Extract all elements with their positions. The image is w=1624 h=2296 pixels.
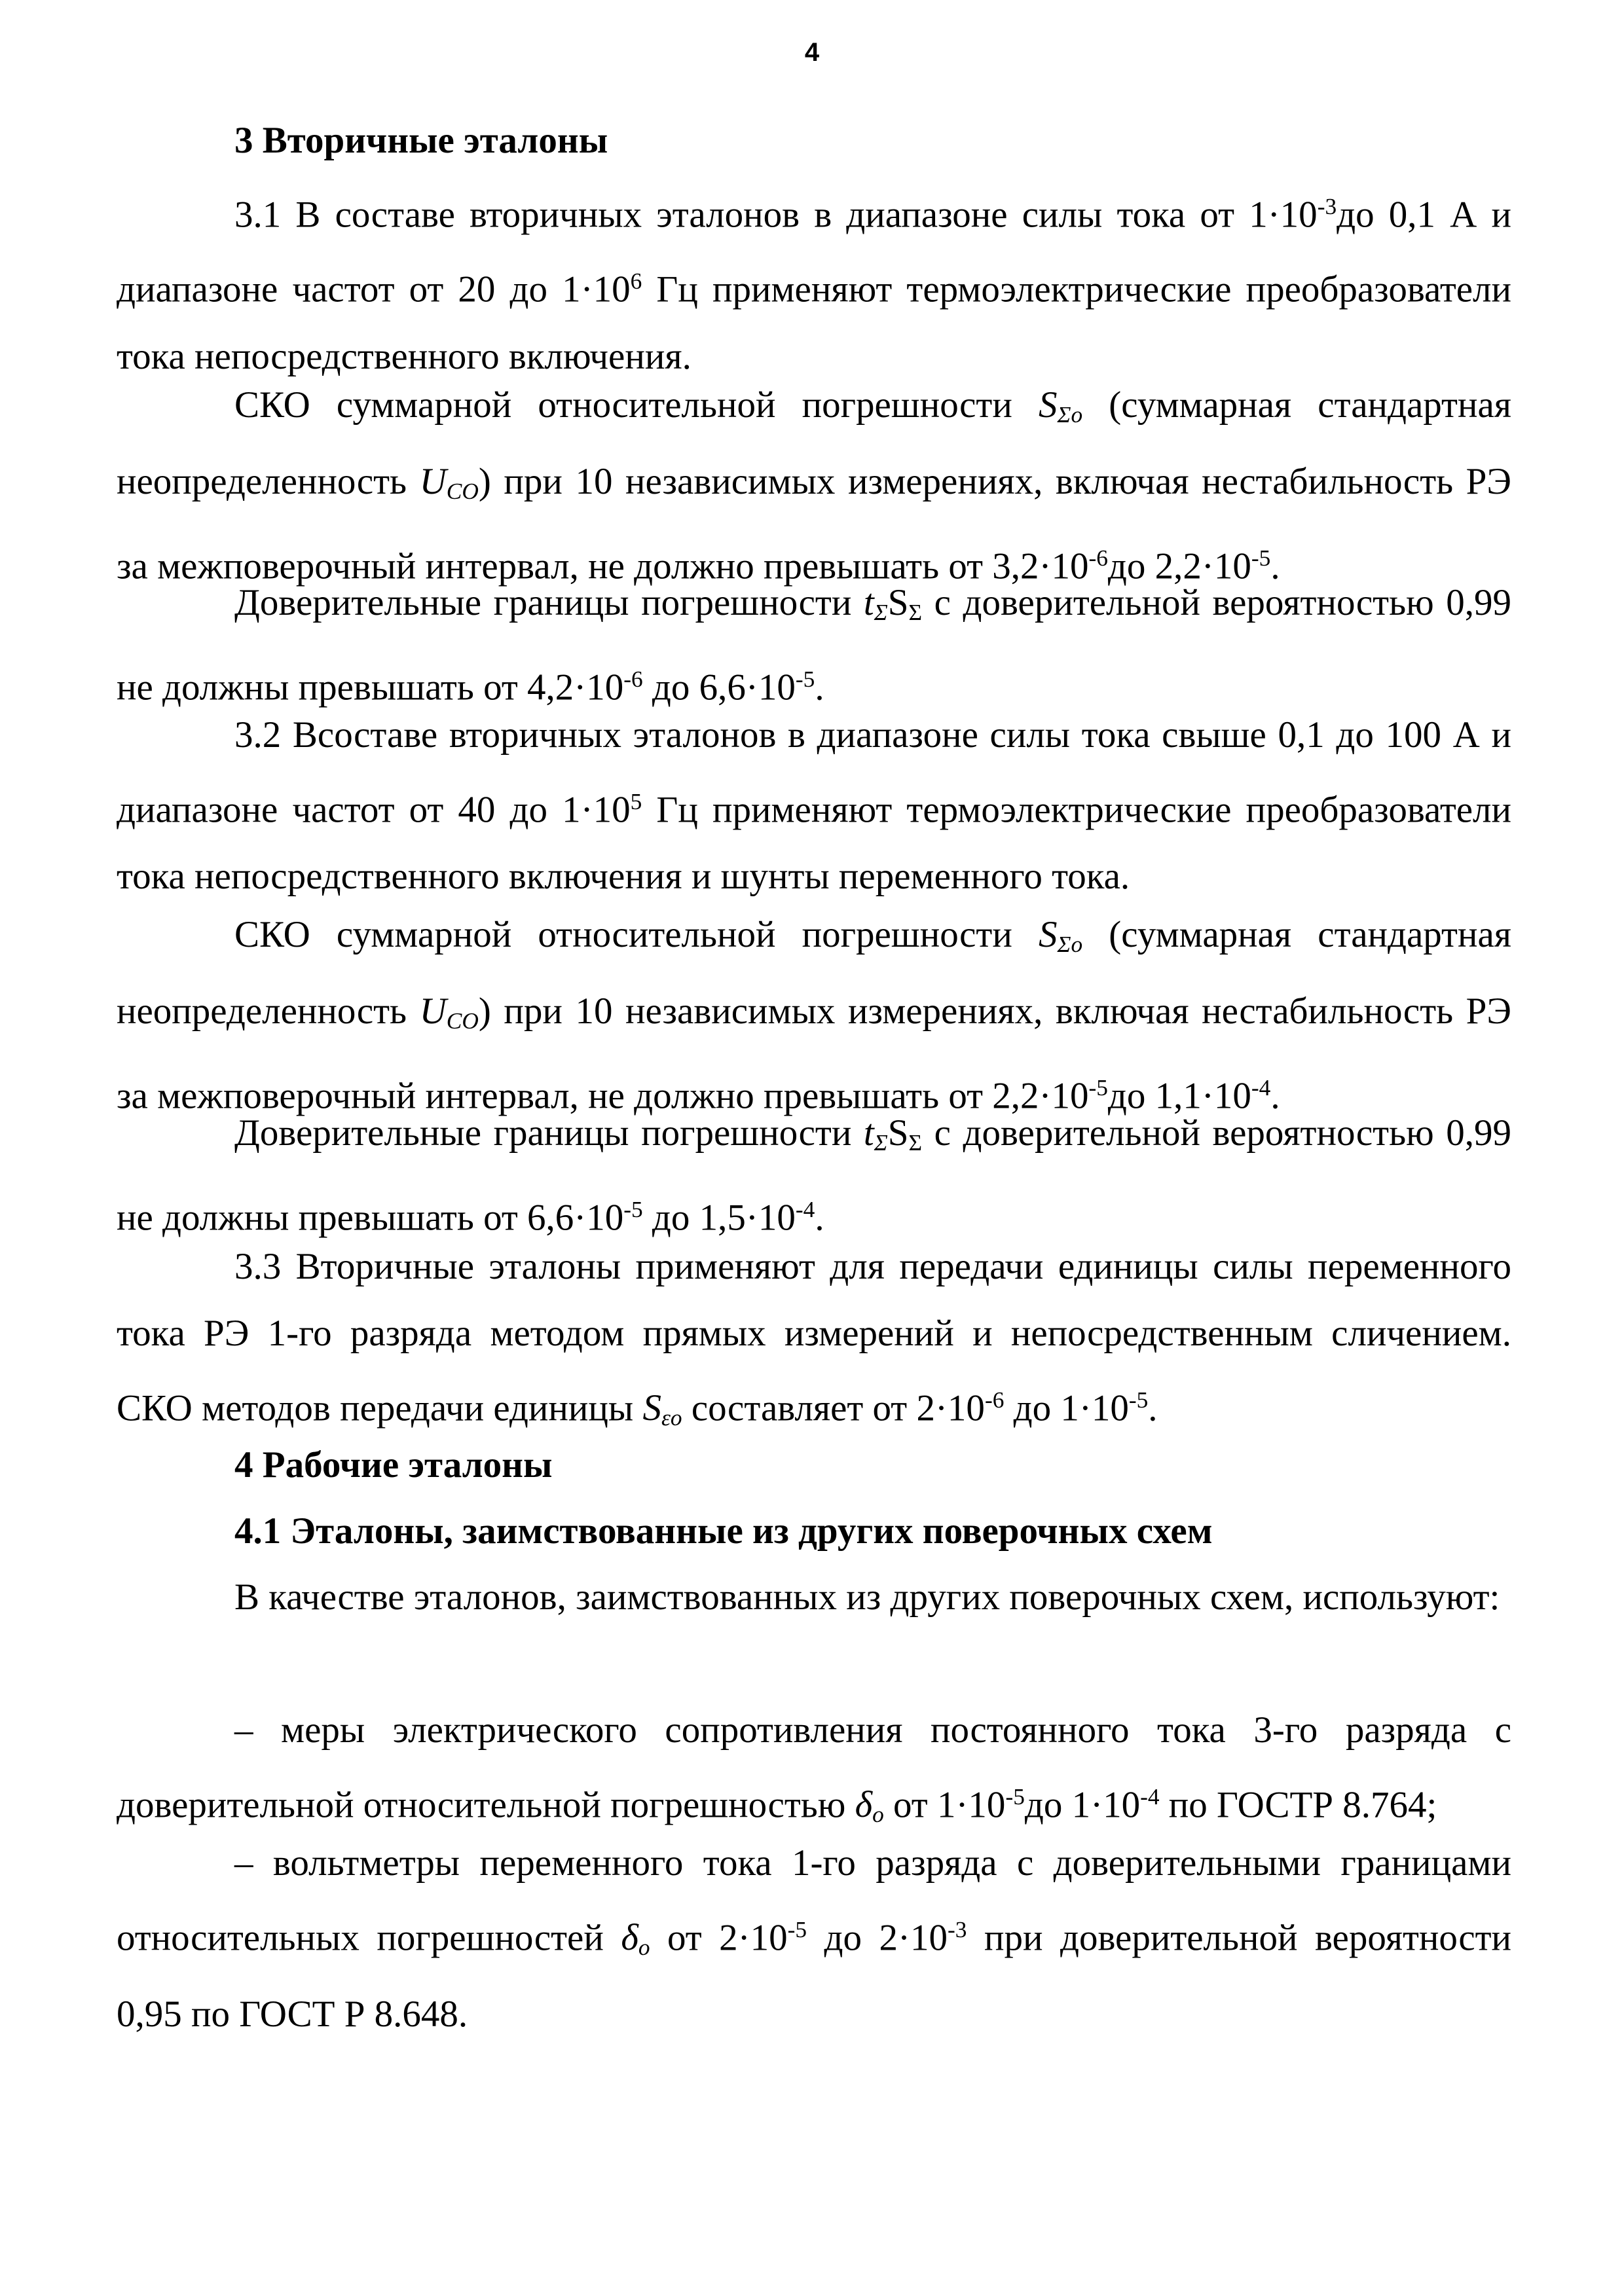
section-3-heading-block — [117, 107, 1511, 174]
list-item-measures: – меры электрического сопротивления постоянного тока 3-го разряда с доверительной относительной погрешностью $\delta_o$ от $1\cdot 10^{-5}до$ $1\cdot 10^{-4}$ по ГОСТР 8.764; — [117, 1709, 1511, 1828]
symbol-u-co: $U_{CO}$ — [419, 990, 479, 1034]
paragraph-3-2-conf-block — [117, 1100, 1511, 1251]
symbol-s-sigma-o: $S_{\Sigma o}$ — [1038, 914, 1083, 957]
list-item-2-block — [117, 1830, 1511, 2048]
section-4-heading: 4 Рабочие эталоны — [234, 1444, 553, 1485]
section-4-1-heading-block — [117, 1498, 1511, 1565]
symbol-u-co: $U_{CO}$ — [419, 460, 479, 504]
symbol-s-sigma: $S_\Sigma$ — [887, 1112, 923, 1156]
symbol-delta-o: $\delta_o$ — [621, 1917, 650, 1961]
section-4-heading-block — [117, 1432, 1511, 1499]
paragraph-3-3-block — [117, 1233, 1511, 1451]
symbol-s-sigma-o: $S_{\Sigma o}$ — [1038, 384, 1083, 428]
paragraph-3-1: 3.1 В составе вторичных эталонов в диапазоне силы тока от $1\cdot 10^{-3}до$ 0,1 А и диапазоне частот от 20 до $1\cdot 10^6$ Гц применяют термоэлектрические преобразователи тока непосредственного включения. — [117, 194, 1512, 377]
page-number: 4 — [804, 38, 820, 67]
section-4-intro: В качестве эталонов, заимствованных из других поверочных схем, используют: — [234, 1576, 1500, 1618]
symbol-t-sigma: $t_\Sigma$ — [863, 582, 888, 625]
symbol-delta-o: $\delta_o$ — [855, 1784, 884, 1828]
list-item-voltmeters: – вольтметры переменного тока 1-го разряда с доверительными границами относительных погрешностей $\delta_o$ от $2\cdot 10^{-5}$ до $2\cdot 10^{-3}$ при доверительной вероятности 0,95 по ГОСТ Р 8.648. — [117, 1842, 1512, 2035]
section-4-1-heading: 4.1 Эталоны, заимствованные из других поверочных схем — [234, 1510, 1213, 1552]
paragraph-3-1-sko-block — [117, 372, 1511, 600]
paragraph-3-2: 3.2 Всоставе вторичных эталонов в диапазоне силы тока свыше 0,1 до 100 А и диапазоне частот от 40 до $1\cdot 10^5$ Гц применяют термоэлектрические преобразователи тока непосредственного включения и шунты переменного тока. — [117, 714, 1511, 898]
paragraph-3-2-confidence: Доверительные границы погрешности $t_\Sigma S_\Sigma$ с доверительной вероятностью 0,99 не должны превышать от $6,6\cdot 10^{-5}$ до $1,5\cdot 10^{-4}$. — [117, 1112, 1511, 1239]
paragraph-3-1-confidence: Доверительные границы погрешности $t_\Sigma S_\Sigma$ с доверительной вероятностью 0,99 не должны превышать от $4,2\cdot 10^{-6}$ до $6,6\cdot 10^{-5}$. — [117, 582, 1511, 708]
section-3-heading: 3 Вторичные эталоны — [234, 120, 608, 161]
paragraph-3-2-sko: СКО суммарной относительной погрешности $S_{\Sigma o}$ (суммарная стандартная неопределенность $U_{CO}$) при 10 независимых измерениях, включая нестабильность РЭ за межповерочный интервал, не должно превышать от $2,2\cdot 10^{-5}до$ $1,1\cdot 10^{-4}$. — [117, 914, 1511, 1116]
paragraph-3-1-block — [117, 173, 1511, 390]
paragraph-3-2-sko-block — [117, 902, 1511, 1129]
paragraph-3-1-sko: СКО суммарной относительной погрешности $S_{\Sigma o}$ (суммарная стандартная неопределенность $U_{CO}$) при 10 независимых измерениях, включая нестабильность РЭ за межповерочный интервал, не должно превышать от $3,2\cdot 10^{-6}до$ $2,2\cdot 10^{-5}$. — [117, 384, 1511, 587]
paragraph-3-2-block — [117, 702, 1511, 910]
paragraph-3-3: 3.3 Вторичные эталоны применяют для передачи единицы силы переменного тока РЭ 1-го разряда методом прямых измерений и непосредственным сличением. СКО методов передачи единицы $S_{\varepsilon o}$ составляет от $2\cdot 10^{-6}$ до $1\cdot 10^{-5}$. — [117, 1246, 1511, 1431]
list-item-1-block — [117, 1697, 1511, 1848]
symbol-s-sigma: $S_\Sigma$ — [887, 582, 923, 625]
symbol-s-epsilon-o: $S_{\varepsilon o}$ — [642, 1387, 682, 1431]
section-4-intro-block — [117, 1564, 1511, 1631]
paragraph-3-1-conf-block — [117, 570, 1511, 721]
symbol-t-sigma: $t_\Sigma$ — [863, 1112, 888, 1156]
